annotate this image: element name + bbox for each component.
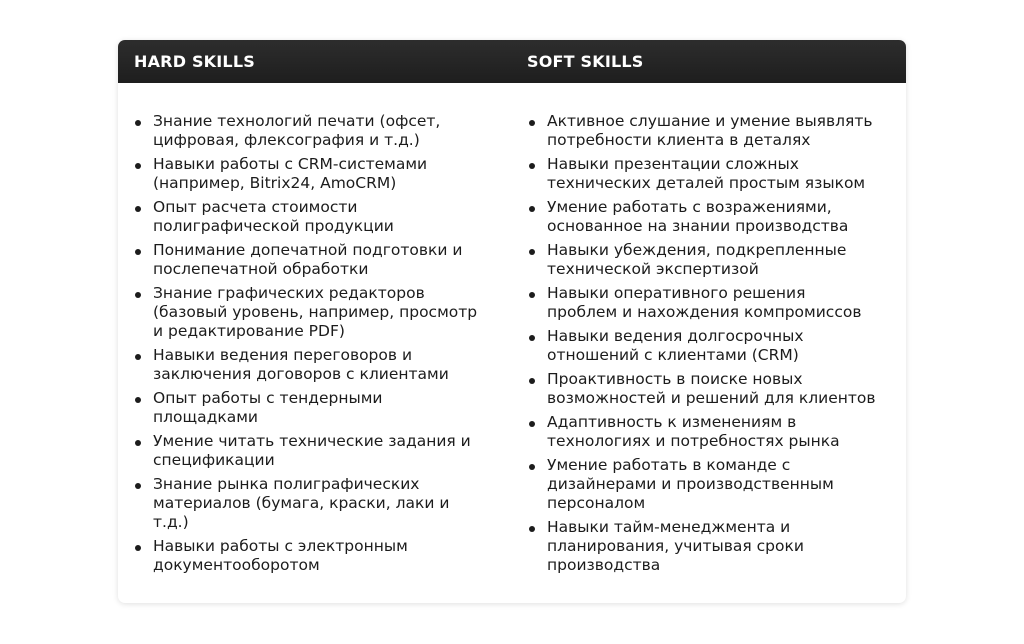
- list-item: [528, 327, 900, 365]
- list-item: [134, 389, 494, 427]
- list-item: [528, 456, 900, 513]
- list-item-text: Навыки работы с CRM-системами (например, Bitrix24, AmoCRM): [153, 155, 428, 192]
- list-item: [134, 537, 494, 575]
- bullet-icon: [529, 421, 535, 427]
- list-item-text: Опыт работы с тендерными площадками: [153, 389, 383, 426]
- bullet-icon: [529, 206, 535, 212]
- bullet-icon: [529, 292, 535, 298]
- list-item: [528, 241, 900, 279]
- list-item: [134, 346, 494, 384]
- list-item: [528, 284, 900, 322]
- bullet-icon: [135, 354, 141, 360]
- list-item: [134, 432, 494, 470]
- hard-skills-column: [134, 112, 494, 580]
- list-item: [134, 112, 494, 150]
- list-item: [134, 284, 494, 341]
- list-item-text: Знание графических редакторов (базовый уровень, например, просмотр и редактирование PDF): [153, 284, 478, 340]
- list-item-text: Умение работать в команде с дизайнерами и производственным персоналом: [547, 456, 834, 512]
- hard-skills-list: [134, 112, 494, 575]
- list-item: [528, 155, 900, 193]
- list-item: [528, 198, 900, 236]
- list-item-text: Навыки тайм-менеджмента и планирования, учитывая сроки производства: [547, 518, 804, 574]
- soft-skills-list: [528, 112, 900, 575]
- list-item-text: Опыт расчета стоимости полиграфической продукции: [153, 198, 394, 235]
- bullet-icon: [529, 163, 535, 169]
- list-item-text: Умение работать с возражениями, основанное на знании производства: [547, 198, 849, 235]
- list-item: [134, 475, 494, 532]
- list-item-text: Активное слушание и умение выявлять потребности клиента в деталях: [547, 112, 873, 149]
- list-item-text: Адаптивность к изменениям в технологиях и потребностях рынка: [547, 413, 840, 450]
- list-item: [134, 198, 494, 236]
- list-item: [134, 155, 494, 193]
- bullet-icon: [135, 163, 141, 169]
- bullet-icon: [529, 335, 535, 341]
- list-item-text: Навыки презентации сложных технических деталей простым языком: [547, 155, 866, 192]
- list-item-text: Навыки ведения переговоров и заключения договоров с клиентами: [153, 346, 449, 383]
- bullet-icon: [529, 249, 535, 255]
- bullet-icon: [135, 397, 141, 403]
- bullet-icon: [529, 378, 535, 384]
- list-item-text: Навыки убеждения, подкрепленные технической экспертизой: [547, 241, 847, 278]
- bullet-icon: [135, 440, 141, 446]
- list-item-text: Умение читать технические задания и спецификации: [153, 432, 471, 469]
- bullet-icon: [529, 464, 535, 470]
- list-item: [528, 413, 900, 451]
- hard-skills-title: HARD SKILLS: [134, 52, 255, 71]
- bullet-icon: [529, 526, 535, 532]
- bullet-icon: [135, 483, 141, 489]
- bullet-icon: [529, 120, 535, 126]
- bullet-icon: [135, 206, 141, 212]
- list-item-text: Знание технологий печати (офсет, цифровая, флексография и т.д.): [153, 112, 441, 149]
- bullet-icon: [135, 120, 141, 126]
- list-item: [528, 518, 900, 575]
- list-item-text: Проактивность в поиске новых возможностей и решений для клиентов: [547, 370, 876, 407]
- soft-skills-title: SOFT SKILLS: [527, 52, 644, 71]
- list-item-text: Понимание допечатной подготовки и послепечатной обработки: [153, 241, 463, 278]
- skills-table: [118, 40, 906, 603]
- bullet-icon: [135, 249, 141, 255]
- list-item: [528, 370, 900, 408]
- bullet-icon: [135, 545, 141, 551]
- list-item: [528, 112, 900, 150]
- list-item-text: Навыки работы с электронным документооборотом: [153, 537, 408, 574]
- list-item-text: Знание рынка полиграфических материалов (бумага, краски, лаки и т.д.): [153, 475, 450, 531]
- list-item: [134, 241, 494, 279]
- list-item-text: Навыки оперативного решения проблем и нахождения компромиссов: [547, 284, 862, 321]
- bullet-icon: [135, 292, 141, 298]
- soft-skills-column: [528, 112, 900, 580]
- list-item-text: Навыки ведения долгосрочных отношений с клиентами (CRM): [547, 327, 804, 364]
- table-header: [118, 40, 906, 83]
